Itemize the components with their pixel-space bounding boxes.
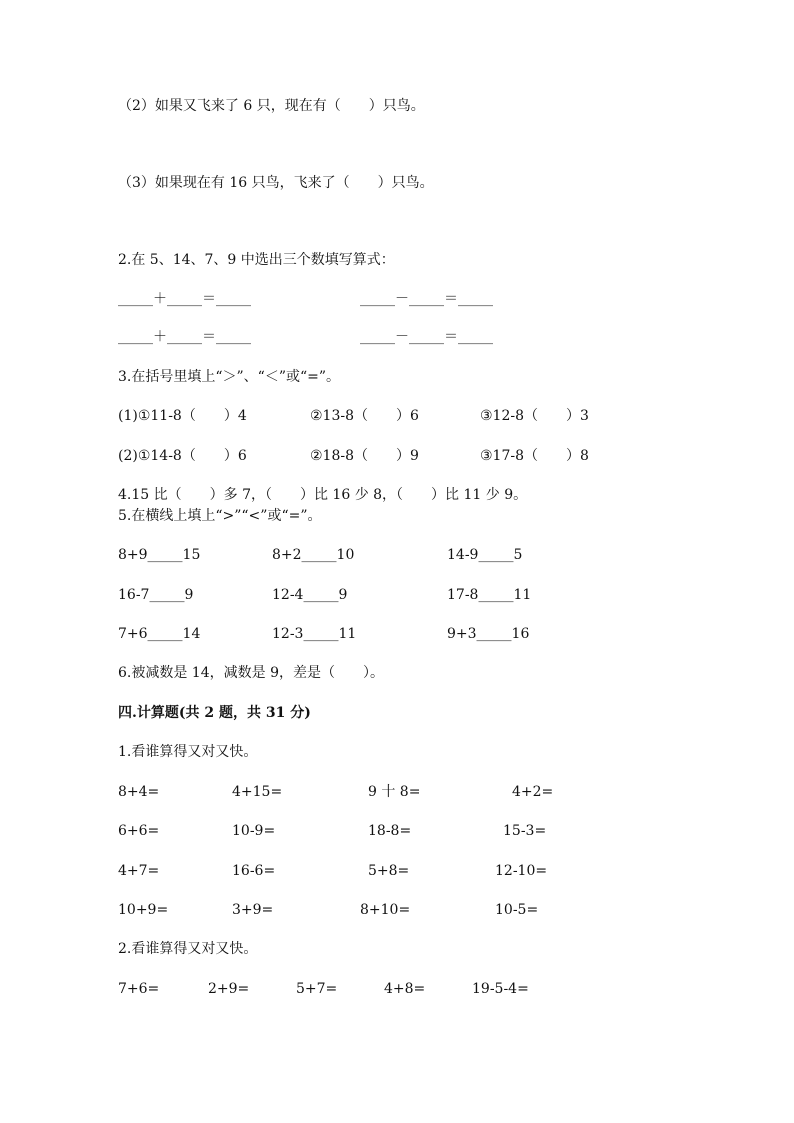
question-1-part-2: （2）如果又飞来了 6 只，现在有（ ）只鸟。 <box>118 98 425 114</box>
question-5-row3-item3: 9+3_____16 <box>447 626 530 642</box>
calc-1-row4-item2: 3+9= <box>232 902 274 918</box>
calc-2-title: 2.看谁算得又对又快。 <box>118 941 258 957</box>
calc-1-row2-item3: 18-8= <box>368 823 412 839</box>
question-5-row1-item1: 8+9_____15 <box>118 547 201 563</box>
calc-1-title: 1.看谁算得又对又快。 <box>118 744 258 760</box>
calc-1-row2-item1: 6+6= <box>118 823 160 839</box>
question-2-title: 2.在 5、14、7、9 中选出三个数填写算式： <box>118 252 395 268</box>
calc-1-row1-item2: 4+15= <box>232 784 283 800</box>
calc-1-row1-item1: 8+4= <box>118 784 160 800</box>
question-3-title: 3.在括号里填上“＞”、“＜”或“=”。 <box>118 369 341 385</box>
calc-2-item4: 4+8= <box>384 981 426 997</box>
question-3-row1-item2: ②13-8（ ）6 <box>310 408 419 424</box>
calc-1-row3-item2: 16-6= <box>232 863 276 879</box>
question-5-row1-item2: 8+2_____10 <box>272 547 355 563</box>
question-3-row2-item3: ③17-8（ ）8 <box>480 448 589 464</box>
question-6: 6.被减数是 14，减数是 9，差是（ ）。 <box>118 665 384 681</box>
question-5-row1-item3: 14-9_____5 <box>447 547 523 563</box>
question-5-row2-item2: 12-4_____9 <box>272 587 348 603</box>
calc-1-row1-item4: 4+2= <box>512 784 554 800</box>
question-2-row2-subtraction: _____－_____＝_____ <box>360 329 493 345</box>
calc-2-item5: 19-5-4= <box>472 981 529 997</box>
question-3-row1-item3: ③12-8（ ）3 <box>480 408 589 424</box>
calc-1-row2-item2: 10-9= <box>232 823 276 839</box>
section-4-heading: 四.计算题(共 2 题，共 31 分) <box>118 705 311 721</box>
question-2-row1-subtraction: _____－_____＝_____ <box>360 291 493 307</box>
calc-1-row2-item4: 15-3= <box>503 823 547 839</box>
calc-1-row3-item3: 5+8= <box>368 863 410 879</box>
question-5-row2-item3: 17-8_____11 <box>447 587 532 603</box>
question-5-row2-item1: 16-7_____9 <box>118 587 194 603</box>
calc-1-row4-item1: 10+9= <box>118 902 169 918</box>
question-5-title: 5.在横线上填上“>”“<”或“=”。 <box>118 508 322 524</box>
calc-1-row3-item1: 4+7= <box>118 863 160 879</box>
question-4: 4.15 比（ ）多 7，（ ）比 16 少 8，（ ）比 11 少 9。 <box>118 487 528 503</box>
question-5-row3-item2: 12-3_____11 <box>272 626 357 642</box>
calc-2-item2: 2+9= <box>208 981 250 997</box>
calc-2-item1: 7+6= <box>118 981 160 997</box>
calc-1-row4-item4: 10-5= <box>495 902 539 918</box>
question-3-row2-item2: ②18-8（ ）9 <box>310 448 419 464</box>
question-2-row1-addition: _____＋_____＝_____ <box>118 291 251 307</box>
question-3-row1-item1: (1)①11-8（ ）4 <box>118 408 247 424</box>
question-1-part-3: （3）如果现在有 16 只鸟，飞来了（ ）只鸟。 <box>118 175 434 191</box>
calc-1-row1-item3: 9 十 8= <box>368 784 421 800</box>
calc-1-row4-item3: 8+10= <box>360 902 411 918</box>
question-2-row2-addition: _____＋_____＝_____ <box>118 329 251 345</box>
calc-1-row3-item4: 12-10= <box>495 863 548 879</box>
calc-2-item3: 5+7= <box>296 981 338 997</box>
question-5-row3-item1: 7+6_____14 <box>118 626 201 642</box>
question-3-row2-item1: (2)①14-8（ ）6 <box>118 448 247 464</box>
